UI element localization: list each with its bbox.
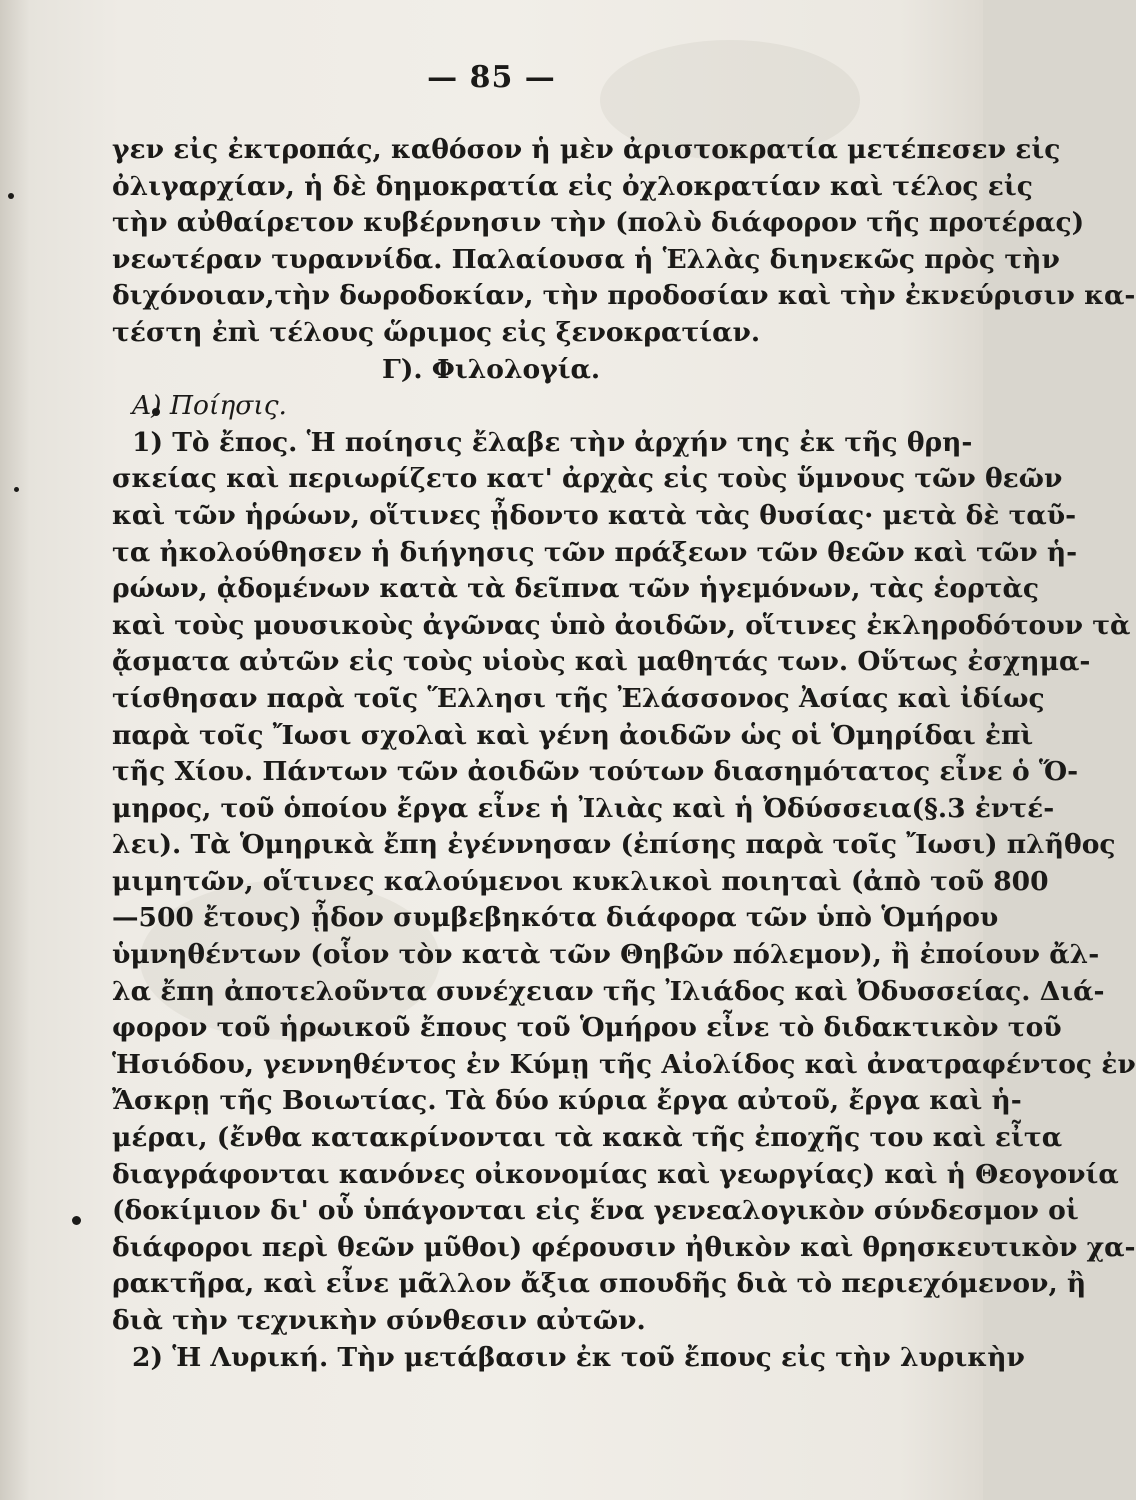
text-line: —500 ἔτους) ᾖδον συμβεβηκότα διάφορα τῶν ὑπὸ Ὁμήρου [112, 902, 999, 934]
text-line: διάφοροι περὶ θεῶν μῦθοι) φέρουσιν ἠθικὸν καὶ θρησκευτικὸν χα- [112, 1231, 1136, 1263]
text-line: τίσθησαν παρὰ τοῖς Ἕλλησι τῆς Ἐλάσσονος Ἀσίας καὶ ἰδίως [112, 682, 1045, 714]
text-line: λα ἔπη ἀποτελοῦντα συνέχειαν τῆς Ἰλιάδος καὶ Ὀδυσσείας. Διά- [112, 975, 1105, 1007]
text-line: ρακτῆρα, καὶ εἶνε μᾶλλον ἄξια σπουδῆς διὰ τὸ περιεχόμενον, ἢ [112, 1268, 1087, 1300]
text-line: τῆς Χίου. Πάντων τῶν ἀοιδῶν τούτων διασημότατος εἶνε ὁ Ὅ- [112, 756, 1079, 788]
ink-spot [72, 1216, 81, 1225]
subheading: A) Ποίησις. [132, 390, 287, 422]
page-number: — 85 — [427, 60, 556, 95]
text-line: μιμητῶν, οἵτινες καλούμενοι κυκλικοὶ ποιηταὶ (ἀπὸ τοῦ 800 [112, 865, 1049, 897]
text-line: μέραι, (ἔνθα κατακρίνονται τὰ κακὰ τῆς ἐποχῆς του καὶ εἶτα [112, 1122, 1063, 1154]
text-line: καὶ τῶν ἡρώων, οἵτινες ᾖδοντο κατὰ τὰς θυσίας· μετὰ δὲ ταῦ- [112, 499, 1077, 531]
text-line: γεν εἰς ἐκτροπάς, καθόσον ἡ μὲν ἀριστοκρατία μετέπεσεν εἰς [112, 134, 1061, 165]
text-line: νεωτέραν τυραννίδα. Παλαίουσα ἡ Ἑλλὰς διηνεκῶς πρὸς τὴν [112, 243, 1060, 275]
text-line: Ἡσιόδου, γεννηθέντος ἐν Κύμῃ τῆς Αἰολίδος καὶ ἀνατραφέντος ἐν [112, 1048, 1136, 1080]
text-line: ρώων, ᾀδομένων κατὰ τὰ δεῖπνα τῶν ἡγεμόνων, τὰς ἑορτὰς [112, 573, 1039, 605]
text-line: καὶ τοὺς μουσικοὺς ἀγῶνας ὑπὸ ἀοιδῶν, οἵτινες ἐκληροδότουν τὰ [112, 609, 1131, 641]
text-line: τα ἠκολούθησεν ἡ διήγησις τῶν πράξεων τῶν θεῶν καὶ τῶν ἡ- [112, 536, 1078, 568]
text-line: μηρος, τοῦ ὁποίου ἔργα εἶνε ἡ Ἰλιὰς καὶ ἡ Ὀδύσσεια(§.3 ἐντέ- [112, 792, 1055, 824]
text-line: 2) Ἡ Λυρική. Τὴν μετάβασιν ἐκ τοῦ ἔπους εἰς τὴν λυρικὴν [132, 1341, 1025, 1373]
text-line: διὰ τὴν τεχνικὴν σύνθεσιν αὐτῶν. [112, 1305, 646, 1336]
section-heading: Γ). Φιλολογία. [382, 353, 601, 385]
text-line: σκείας καὶ περιωρίζετο κατ' ἀρχὰς εἰς τοὺς ὕμνους τῶν θεῶν [112, 463, 1063, 495]
text-line: τὴν αὐθαίρετον κυβέρνησιν τὴν (πολὺ διάφορον τῆς προτέρας) [112, 207, 1085, 239]
ink-spot [8, 193, 14, 199]
text-line: λει). Τὰ Ὁμηρικὰ ἔπη ἐγέννησαν (ἐπίσης παρὰ τοῖς Ἴωσι) πλῆθος [112, 829, 1116, 861]
ink-spot [14, 487, 19, 492]
text-line: Ἄσκρῃ τῆς Βοιωτίας. Τὰ δύο κύρια ἔργα αὐτοῦ, ἔργα καὶ ἡ- [112, 1085, 1022, 1117]
text-line: διχόνοιαν,τὴν δωροδοκίαν, τὴν προδοσίαν καὶ τὴν ἐκνεύρισιν κα- [112, 280, 1136, 312]
text-line: διαγράφονται κανόνες οἰκονομίας καὶ γεωργίας) καὶ ἡ Θεογονία [112, 1158, 1119, 1190]
text-line: παρὰ τοῖς Ἴωσι σχολαὶ καὶ γένη ἀοιδῶν ὡς οἱ Ὁμηρίδαι ἐπὶ [112, 719, 1034, 751]
text-line: 1) Τὸ ἔπος. Ἡ ποίησις ἔλαβε τὴν ἀρχήν της ἐκ τῆς θρη- [132, 426, 973, 458]
text-line: τέστη ἐπὶ τέλους ὥριμος εἰς ξενοκρατίαν. [112, 316, 761, 348]
text-line: φορον τοῦ ἡρωικοῦ ἔπους τοῦ Ὁμήρου εἶνε τὸ διδακτικὸν τοῦ [112, 1012, 1062, 1044]
text-line: ὀλιγαρχίαν, ἡ δὲ δημοκρατία εἰς ὀχλοκρατίαν καὶ τέλος εἰς [112, 170, 1033, 202]
text-line: ὑμνηθέντων (οἷον τὸν κατὰ τῶν Θηβῶν πόλεμον), ἢ ἐποίουν ἄλ- [112, 939, 1100, 971]
text-line: (δοκίμιον δι' οὗ ὑπάγονται εἰς ἕνα γενεαλογικὸν σύνδεσμον οἱ [112, 1195, 1079, 1227]
page-body [112, 132, 1136, 1376]
text-line: ᾄσματα αὐτῶν εἰς τοὺς υἱοὺς καὶ μαθητάς των. Οὕτως ἐσχημα- [112, 646, 1091, 678]
